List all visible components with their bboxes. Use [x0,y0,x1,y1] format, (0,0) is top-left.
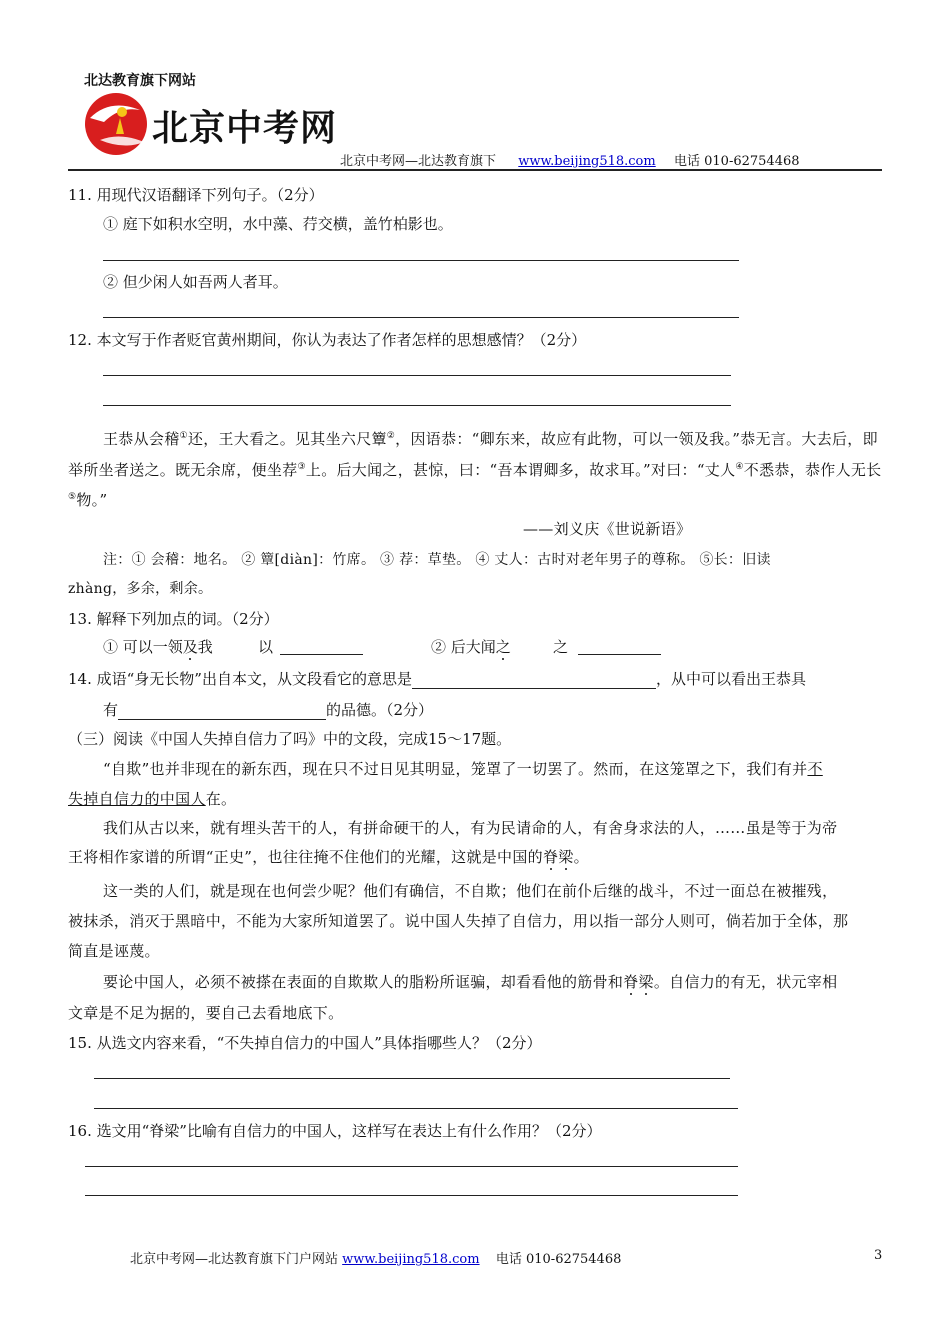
q13-item-2 [431,637,511,657]
section3-title: （三）阅读《中国人失掉自信力了吗》中的文段，完成15～17题。 [68,730,512,748]
q13-answer-blank-1[interactable] [280,654,363,655]
passage2-text: 不悉恭，恭作人无长 [743,461,882,479]
q12-title: 12. 本文写于作者贬官黄州期间，你认为表达了作者怎样的思想感情？（2分） [68,331,587,349]
section3-text: “自欺”也并非现在的新东西，现在只不过日见其明显，笼罩了一切罢了。然而，在这笼罩之下，我们有并 [103,760,808,778]
q14-line-1 [68,669,806,689]
dotted-word: 脊 [542,848,559,866]
section3-p3-line-1: 这一类的人们，就是现在也何尝少呢？他们有确信，不自欺；他们在前仆后继的战斗，不过一面总在被摧残， [103,882,838,900]
passage2-line-1 [103,429,878,449]
q15-answer-line-1[interactable] [94,1078,730,1079]
q13-title: 13. 解释下列加点的词。（2分） [68,610,279,628]
dotted-word: 脊 [623,973,639,991]
q14-text: 14. 成语“身无长物”出自本文，从文段看它的意思是 [68,670,412,688]
q14-answer-blank-1[interactable] [412,672,656,689]
underlined-text: 失掉自信力的中国人 [68,790,206,808]
passage2-source: ——刘义庆《世说新语》 [523,520,692,538]
q14-line-2 [103,700,433,720]
footer [130,1248,621,1267]
q15-answer-line-2[interactable] [94,1108,738,1109]
passage2-note-2: zhàng，多余，剩余。 [68,581,213,597]
section3-text: 在。 [205,790,237,808]
section3-p3-line-2: 被抹杀，消灭于黑暗中，不能为大家所知道罢了。说中国人失掉了自信力，用以指一部分人则可，倘若加于全体，那 [68,912,849,930]
q11-answer-line-1[interactable] [103,260,739,261]
q14-answer-blank-2[interactable] [118,703,326,720]
section3-p1-line-1 [103,759,823,779]
underlined-text: 不 [807,760,823,778]
footnote-ref: ④ [735,462,744,472]
header-phone: 电话 010-62754468 [674,154,800,169]
dotted-word: 梁 [558,848,574,866]
footer-prefix: 北京中考网—北达教育旗下门户网站 [130,1252,339,1267]
dotted-word: 梁 [638,973,654,991]
dotted-word: 及 [182,638,198,656]
q13-item-text: ② 后大闻 [431,638,496,656]
passage2-note-1: 注：① 会稽：地名。 ② 簟[diàn]：竹席。 ③ 荐：草垫。 ④ 丈人：古时对老年男子的尊称。 ⑤长：旧读 [103,552,771,568]
header [0,0,950,175]
header-info-prefix: 北京中考网—北达教育旗下 [340,154,497,169]
footnote-ref: ⑤ [68,492,77,502]
section3-text: 要论中国人，必须不被搽在表面的自欺欺人的脂粉所诓骗，却看看他的筋骨和 [103,973,624,991]
q11-item-2: ② 但少闲人如吾两人者耳。 [103,273,288,291]
section3-p3-line-3: 简直是诬蔑。 [68,942,160,960]
section3-p2-line-2 [68,847,589,867]
header-url-link[interactable]: www.beijing518.com [518,154,656,169]
header-info [340,150,800,169]
logo-emblem-icon [80,88,160,158]
q12-answer-line-2[interactable] [103,405,731,406]
passage2-line-2 [68,460,881,480]
section3-p1-line-2 [68,789,236,809]
q13-item-1-label: 以 [258,638,274,656]
page-number: 3 [874,1248,883,1263]
logo-text: 北京中考网 [152,108,338,149]
footer-phone: 电话 010-62754468 [495,1252,622,1267]
passage2-text: 王恭从会稽 [103,430,180,448]
header-divider [68,169,882,171]
passage2-text: ，因语恭：“卿东来，故应有此物，可以一领及我。”恭无言。大去后，即 [395,430,878,448]
site-logo[interactable] [80,88,338,158]
q14-text: ，从中可以看出王恭具 [655,670,806,688]
passage2-text: 还，王大看之。见其坐六尺簟 [187,430,387,448]
q13-item-2-label: 之 [553,638,569,656]
q13-answer-blank-2[interactable] [578,654,661,655]
q14-text: 有 [103,701,119,719]
q13-item-1 [103,637,213,657]
q12-answer-line-1[interactable] [103,375,731,376]
q16-answer-line-2[interactable] [85,1195,738,1196]
q14-text: 的品德。（2分） [326,701,434,719]
q11-answer-line-2[interactable] [103,317,739,318]
q16-title: 16. 选文用“脊梁”比喻有自信力的中国人，这样写在表达上有什么作用？（2分） [68,1122,602,1140]
passage2-text: 物。” [76,491,108,509]
q11-title: 11. 用现代汉语翻译下列句子。（2分） [68,186,324,204]
section3-p2-line-1: 我们从古以来，就有埋头苦干的人，有拼命硬干的人，有为民请命的人，有舍身求法的人，……虽是等于为帝 [103,819,838,837]
section3-text: 。 [573,848,589,866]
section3-text: 。自信力的有无，状元宰相 [653,973,838,991]
footer-url-link[interactable]: www.beijing518.com [342,1252,480,1267]
footnote-ref: ② [386,431,396,441]
footnote-ref: ③ [297,462,306,472]
q13-item-text: 我 [197,638,213,656]
passage2-line-3 [68,490,107,510]
section3-p4-line-1 [103,972,837,992]
q15-title: 15. 从选文内容来看，“不失掉自信力的中国人”具体指哪些人？（2分） [68,1034,542,1052]
passage2-text: 举所坐者送之。既无余席，便坐荐 [68,461,298,479]
q16-answer-line-1[interactable] [85,1166,738,1167]
q13-item-text: ① 可以一领 [103,638,183,656]
footnote-ref: ① [179,431,188,441]
section3-text: 王将相作家谱的所谓“正史”，也往往掩不住他们的光耀，这就是中国的 [68,848,543,866]
header-tagline: 北达教育旗下网站 [84,73,196,89]
section3-p4-line-2: 文章是不足为据的，要自己去看地底下。 [68,1004,344,1022]
passage2-text: 上。后大闻之，甚惊，曰：“吾本谓卿多，故求耳。”对曰：“丈人 [305,461,736,479]
q11-item-1: ① 庭下如积水空明，水中藻、荇交横，盖竹柏影也。 [103,215,453,233]
dotted-word: 之 [495,638,511,656]
